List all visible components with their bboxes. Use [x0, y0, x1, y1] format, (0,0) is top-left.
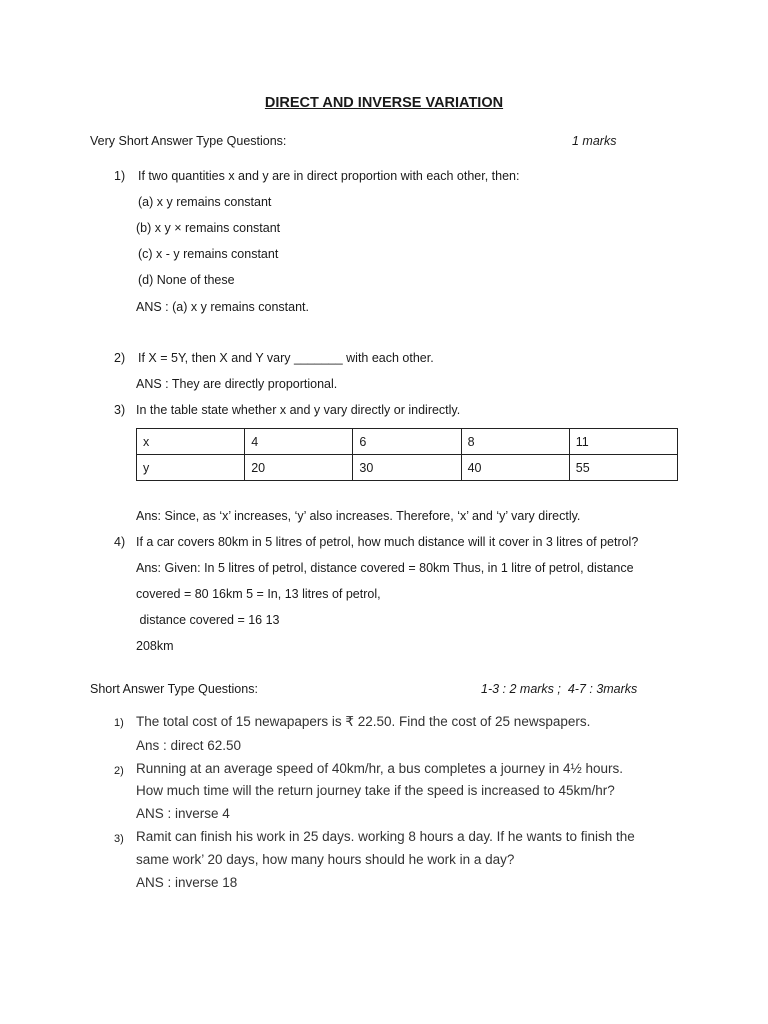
answer-text: ANS : inverse 4 [136, 806, 230, 821]
question-number: 1) [114, 717, 124, 729]
table-cell: 6 [353, 429, 461, 455]
option-c: (c) x - y remains constant [138, 247, 279, 261]
table-cell: 55 [569, 455, 677, 481]
answer-line: covered = 80 16km 5 = In, 13 litres of petrol, [136, 587, 381, 601]
answer-text: Ans : direct 62.50 [136, 738, 242, 753]
question-number: 1) [114, 169, 126, 183]
question-text: Ramit can finish his work in 25 days. working 8 hours a day. If he wants to finish the [136, 829, 635, 844]
question-text: If a car covers 80km in 5 litres of petrol, how much distance will it cover in 3 litres of petrol? [136, 535, 639, 549]
answer-text: ANS : inverse 18 [136, 875, 238, 890]
answer-line: Ans: Given: In 5 litres of petrol, distance covered = 80km Thus, in 1 litre of petrol, distance [136, 561, 634, 575]
table-cell: 4 [245, 429, 353, 455]
answer-line: distance covered = 16 13 [136, 613, 280, 627]
question-text: The total cost of 15 newapapers is ₹ 22.50. Find the cost of 25 newspapers. [136, 714, 591, 729]
table-cell: 11 [569, 429, 677, 455]
section-marks-very-short: 1 marks [572, 134, 617, 148]
answer-text: ANS : (a) x y remains constant. [136, 300, 309, 314]
question-number: 3) [114, 833, 124, 845]
document-title: DIRECT AND INVERSE VARIATION [264, 95, 504, 111]
table-cell: 30 [353, 455, 461, 481]
table-row [137, 429, 678, 455]
table-cell: 40 [461, 455, 569, 481]
question-text: Running at an average speed of 40km/hr, a bus completes a journey in 4½ hours. [136, 761, 624, 776]
option-b: (b) x y × remains constant [136, 221, 281, 235]
table-cell: 8 [461, 429, 569, 455]
question-text: If X = 5Y, then X and Y vary _______ with each other. [138, 351, 434, 365]
answer-text: Ans: Since, as ‘x’ increases, ‘y’ also increases. Therefore, ‘x’ and ‘y’ vary directly. [136, 509, 581, 523]
question-text: How much time will the return journey take if the speed is increased to 45km/hr? [136, 783, 615, 798]
question-text: If two quantities x and y are in direct proportion with each other, then: [138, 169, 520, 183]
question-number: 2) [114, 351, 126, 365]
question-text: In the table state whether x and y vary directly or indirectly. [136, 403, 461, 417]
question-number: 2) [114, 765, 124, 777]
table-row [137, 455, 678, 481]
variation-table [136, 428, 678, 481]
table-cell: x [137, 429, 245, 455]
table-cell: y [137, 455, 245, 481]
table-cell: 20 [245, 455, 353, 481]
question-number: 4) [114, 535, 126, 549]
question-number: 3) [114, 403, 126, 417]
answer-line: 208km [136, 639, 174, 653]
section-heading-short: Short Answer Type Questions: [90, 682, 258, 696]
option-a: (a) x y remains constant [138, 195, 272, 209]
section-marks-short: 1-3 : 2 marks ; 4-7 : 3marks [481, 682, 638, 696]
question-text: same work’ 20 days, how many hours should he work in a day? [136, 852, 515, 867]
answer-text: ANS : They are directly proportional. [136, 377, 338, 391]
section-heading-very-short: Very Short Answer Type Questions: [90, 134, 287, 148]
option-d: (d) None of these [138, 273, 235, 287]
